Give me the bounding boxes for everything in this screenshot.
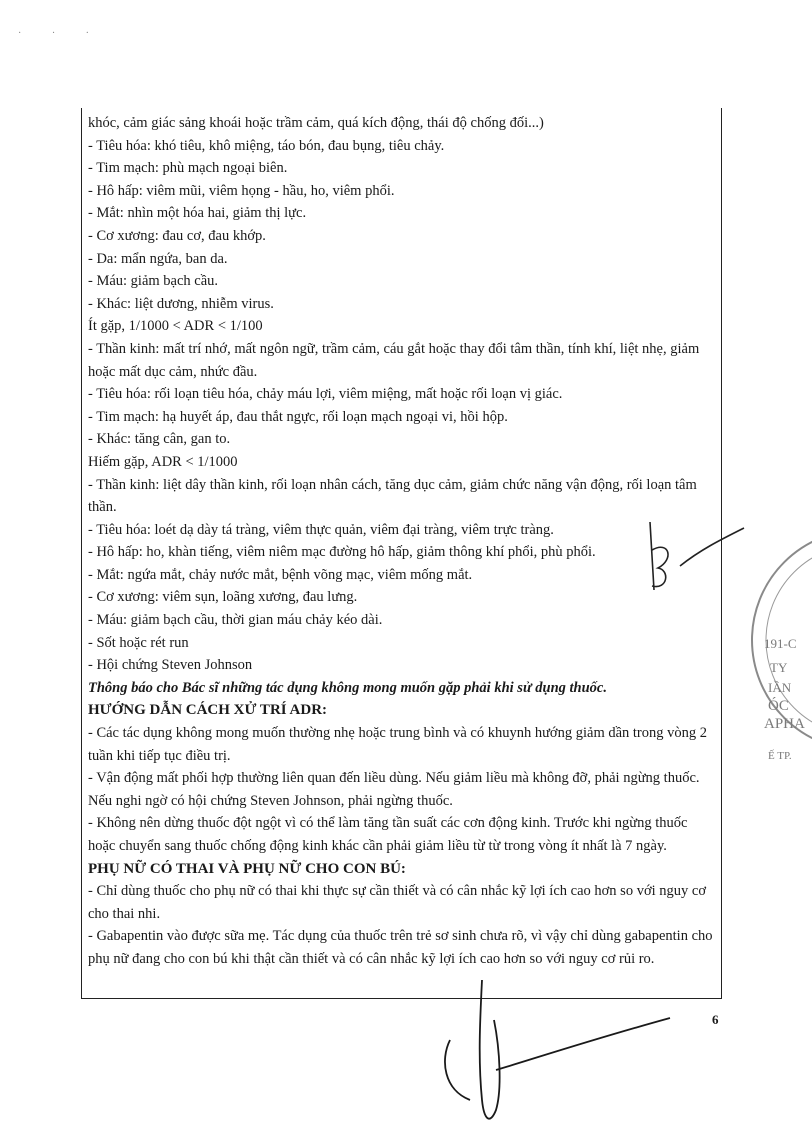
- text-line: - Hô hấp: viêm mũi, viêm họng - hầu, ho, viêm phổi.: [88, 182, 395, 199]
- stamp-text: ÓC: [768, 698, 789, 714]
- doctor-notice: Thông báo cho Bác sĩ những tác dụng không mong muốn gặp phải khi sử dụng thuốc.: [88, 679, 607, 696]
- text-line: - Không nên dừng thuốc đột ngột vì có thể làm tăng tần suất các cơn động kinh. Trước khi ngừng thuốc hoặc chuyển sang thuốc chống động kinh khác cần phải giảm liều từ từ trong vòng ít nhất là 7 ngày.: [88, 815, 688, 854]
- text-line: - Các tác dụng không mong muốn thường nhẹ hoặc trung bình và có khuynh hướng giảm dần trong vòng 2 tuần khi tiếp tục điều trị.: [88, 725, 708, 764]
- text-line: - Chỉ dùng thuốc cho phụ nữ có thai khi thực sự cần thiết và có cân nhắc kỹ lợi ích cao hơn so với nguy cơ cho thai nhi.: [88, 883, 706, 922]
- stamp-text: APHA: [764, 716, 805, 732]
- stamp-text: 191-C: [764, 636, 797, 651]
- signature: [430, 960, 710, 1130]
- text-line: - Cơ xương: đau cơ, đau khớp.: [88, 227, 266, 244]
- text-line: - Gabapentin vào được sữa mẹ. Tác dụng của thuốc trên trẻ sơ sinh chưa rõ, vì vậy chỉ dùng gabapentin cho phụ nữ đang cho con bú khi thật cần thiết và có cân nhắc kỹ lợi ích cao hơn so với nguy cơ rủi ro.: [88, 928, 713, 967]
- text-line: - Thần kinh: liệt dây thần kinh, rối loạn nhân cách, tăng dục cảm, giảm chức năng vận động, rối loạn tâm thần.: [88, 476, 697, 516]
- section-heading-pregnancy: PHỤ NỮ CÓ THAI VÀ PHỤ NỮ CHO CON BÚ:: [88, 860, 406, 877]
- text-line: - Hô hấp: ho, khàn tiếng, viêm niêm mạc đường hô hấp, giảm thông khí phổi, phù phổi.: [88, 544, 596, 561]
- text-line: - Tiêu hóa: loét dạ dày tá tràng, viêm thực quản, viêm đại tràng, viêm trực tràng.: [88, 521, 554, 538]
- text-line: - Cơ xương: viêm sụn, loãng xương, đau lưng.: [88, 589, 358, 606]
- text-line: - Khác: liệt dương, nhiễm virus.: [88, 295, 274, 312]
- text-line: - Mắt: ngứa mắt, chảy nước mắt, bệnh võng mạc, viêm mống mắt.: [88, 566, 473, 583]
- text-line: - Thần kinh: mất trí nhớ, mất ngôn ngữ, trầm cảm, cáu gắt hoặc thay đổi tâm thần, tính khí, liệt nhẹ, giảm hoặc mất dục cảm, nhức đầu.: [88, 340, 700, 380]
- text-line: khóc, cảm giác sảng khoái hoặc trầm cảm, quá kích động, thái độ chống đối...): [88, 115, 544, 131]
- document-body: [88, 112, 716, 971]
- stamp-text: Ế TP.: [768, 750, 792, 762]
- text-line: - Tim mạch: phù mạch ngoại biên.: [88, 160, 288, 177]
- text-line: - Tiêu hóa: rối loạn tiêu hóa, chảy máu lợi, viêm miệng, mất hoặc rối loạn vị giác.: [88, 386, 563, 403]
- page-number: 6: [712, 1012, 719, 1027]
- text-line: - Sốt hoặc rét run: [88, 634, 189, 651]
- text-line: - Vận động mất phối hợp thường liên quan đến liều dùng. Nếu giảm liều mà không đỡ, phải ngừng thuốc. Nếu nghi ngờ có hội chứng Steven Johnson, phải ngừng thuốc.: [88, 770, 700, 809]
- scan-specks: · · ·: [18, 28, 103, 39]
- text-line: - Tim mạch: hạ huyết áp, đau thắt ngực, rối loạn mạch ngoại vi, hồi hộp.: [88, 408, 508, 425]
- text-line: - Máu: giảm bạch cầu, thời gian máu chảy kéo dài.: [88, 612, 383, 629]
- text-line: - Tiêu hóa: khó tiêu, khô miệng, táo bón, đau bụng, tiêu chảy.: [88, 137, 445, 154]
- frequency-heading: Hiếm gặp, ADR < 1/1000: [88, 453, 238, 470]
- company-stamp: [742, 490, 812, 790]
- section-heading-adr: HƯỚNG DẪN CÁCH XỬ TRÍ ADR:: [88, 702, 328, 719]
- stamp-text: IẦN: [768, 680, 792, 695]
- text-line: - Mắt: nhìn một hóa hai, giảm thị lực.: [88, 205, 307, 222]
- text-line: - Máu: giảm bạch cầu.: [88, 273, 219, 290]
- text-line: - Hội chứng Steven Johnson: [88, 657, 253, 674]
- frequency-heading: Ít gặp, 1/1000 < ADR < 1/100: [88, 318, 263, 335]
- text-line: - Da: mẩn ngứa, ban da.: [88, 250, 228, 267]
- stamp-text: TY: [770, 660, 788, 675]
- text-line: - Khác: tăng cân, gan to.: [88, 431, 231, 448]
- signature-initials: [640, 520, 750, 610]
